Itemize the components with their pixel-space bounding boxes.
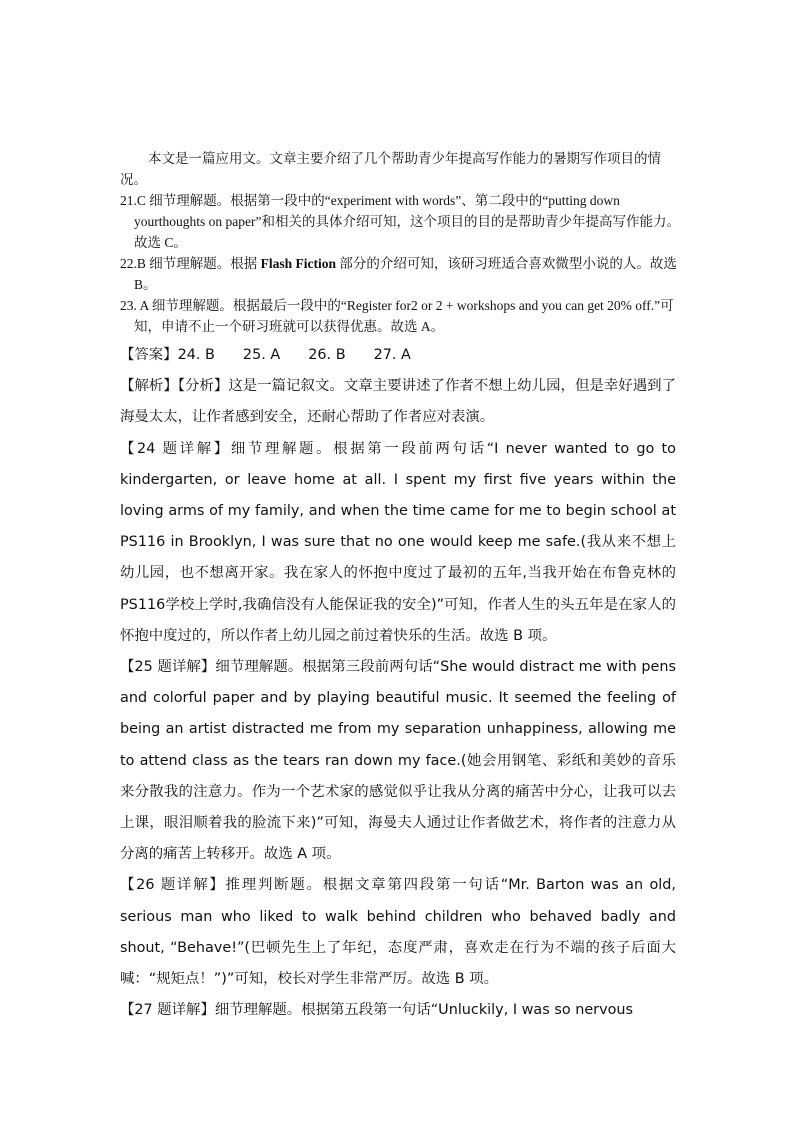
detail-26 (120, 870, 676, 995)
detail-27-text: 细节理解题。根据第五段第一句话“Unluckily, I was so nervous (214, 1002, 634, 1019)
answer-21: 21.C 细节理解题。根据第一段中的“experiment with words”、第二段中的“putting down yourthoughts on paper”和相关的具体介绍可知，这个项目的目的是帮助青少年提高写作能力。故选 C。 (120, 193, 680, 250)
answer-24: 24. B (177, 347, 215, 363)
detail-26-label: 【26 题详解】 (120, 877, 226, 894)
answer-23: 23. A 细节理解题。根据最后一段中的“Register for2 or 2 + workshops and you can get 20% off.”可知，申请不止一个研习班就可以获得优惠。故选 A。 (120, 298, 674, 334)
answer-22-pre: 22.B 细节理解题。根据 (120, 256, 261, 271)
analysis-paragraph: 【解析】【分析】这是一篇记叙文。文章主要讲述了作者不想上幼儿园，但是幸好遇到了海曼太太，让作者感到安全，还耐心帮助了作者应对表演。 (120, 378, 676, 426)
detail-24 (120, 434, 676, 652)
detail-24-text: 细节理解题。根据第一段前两句话“I never wanted to go to kindergarten, or leave home at all. I spent my first five years within the loving arms of my family, and when the time came for me to begin school at PS116 in Brooklyn, I was sure that no one would keep me safe.(我从来不想上幼儿园，也不想离开家。我在家人的怀抱中度过了最初的五年,当我开始在布鲁克林的PS116学校上学时,我确信没有人能保证我的安全)”可知，作者人生的头五年是在家人的怀抱中度过的，所以作者上幼儿园之前过着快乐的生活。故选 B 项。 (120, 440, 676, 644)
detail-25-text: 细节理解题。根据第三段前两句话“She would distract me with pens and colorful paper and by playing beautiful music. It seemed the feeling of being an artist distracted me from my separation unhappiness, allowing me to attend class as the tears ran down my face.(她会用钢笔、彩纸和美妙的音乐来分散我的注意力。作为一个艺术家的感觉似乎让我从分离的痛苦中分心，让我可以去上课，眼泪顺着我的脸流下来)”可知，海曼夫人通过让作者做艺术，将作者的注意力从分离的痛苦上转移开。故选 A 项。 (120, 659, 676, 863)
detail-26-text: 推理判断题。根据文章第四段第一句话“Mr. Barton was an old, serious man who liked to walk behind children who behaved badly and shout, “Behave!”(巴顿先生上了年纪，态度严肃，喜欢走在行为不端的孩子后面大喊：“规矩点！”)”可知，校长对学生非常严厉。故选 B 项。 (120, 877, 676, 988)
detail-25 (120, 652, 676, 870)
answer-key-line (120, 340, 676, 371)
detail-27-label: 【27 题详解】 (120, 1002, 215, 1019)
detail-27 (120, 995, 676, 1026)
detail-25-label: 【25 题详解】 (120, 659, 216, 676)
detail-24-label: 【24 题详解】 (120, 440, 231, 457)
answer-label: 【答案】 (120, 347, 178, 363)
passage-explanation-block (120, 148, 680, 337)
answer-26: 26. B (308, 347, 346, 363)
narrative-explanation-block (120, 340, 676, 1026)
answer-27: 27. A (373, 347, 411, 363)
answer-22-post: 部分的介绍可知，该研习班适合喜欢微型小说的人。故选 B。 (134, 256, 677, 292)
passage-intro: 本文是一篇应用文。文章主要介绍了几个帮助青少年提高写作能力的暑期写作项目的情况。 (120, 151, 661, 187)
answer-22 (120, 253, 680, 295)
flash-fiction-term: Flash Fiction (260, 256, 337, 271)
answer-25: 25. A (242, 347, 281, 363)
